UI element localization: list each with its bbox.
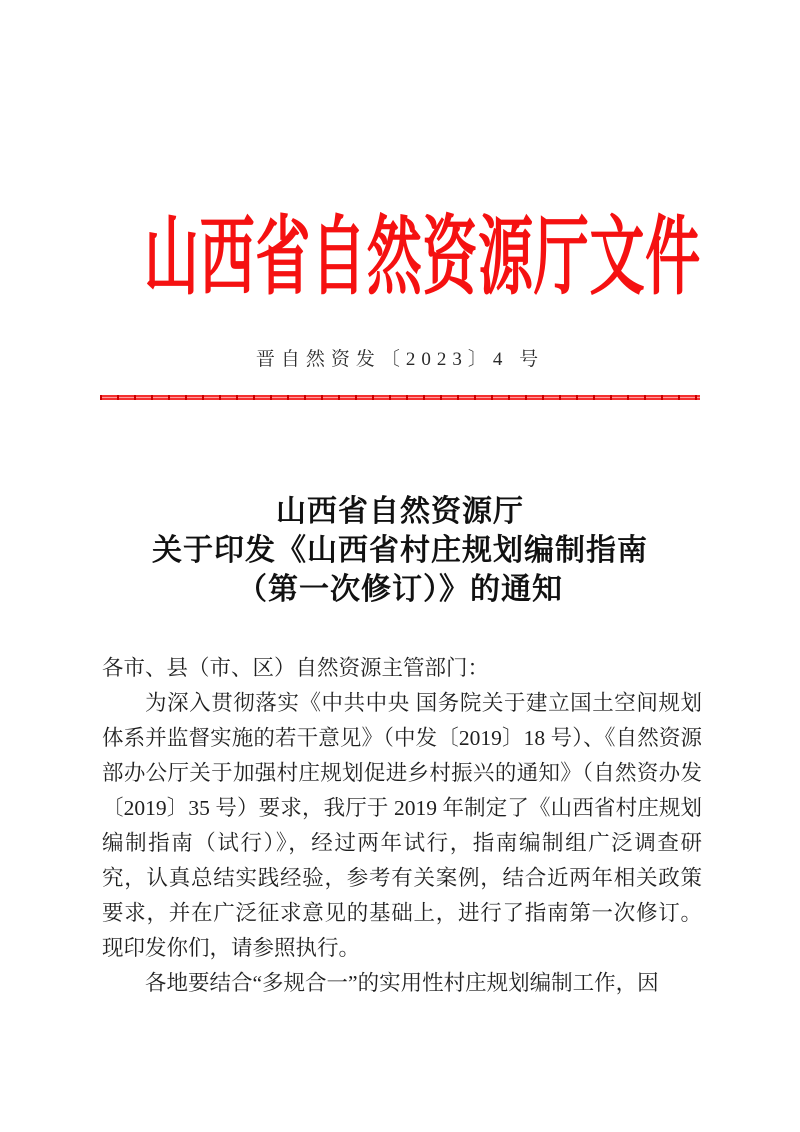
salutation-line: 各市、县（市、区）自然资源主管部门： [102, 656, 490, 680]
body-paragraph-1: 为深入贯彻落实《中共中央 国务院关于建立国土空间规划体系并监督实施的若干意见》（中发〔2019〕18 号）、《自然资源部办公厅关于加强村庄规划促进乡村振兴的通知》（自然资办发〔2019〕35 号）要求，我厅于 2019 年制定了《山西省村庄规划编制指南（试行）》，经过两年试行，指南编制组广泛调查研究，认真总结实践经验，参考有关案例，结合近两年相关政策要求，并在广泛征求意见的基础上，进行了指南第一次修订。现印发你们，请参照执行。 [102, 691, 702, 960]
document-title-line-3: （第一次修订）》的通知 [237, 573, 563, 606]
body-paragraph-2: 各地要结合“多规合一”的实用性村庄规划编制工作，因 [145, 971, 659, 995]
document-title-line-2: 关于印发《山西省村庄规划编制指南 [152, 534, 648, 567]
document-title [0, 492, 800, 609]
document-body [102, 651, 702, 1001]
document-number: 晋自然资发〔2023〕4 号 [255, 349, 545, 370]
document-title-line-1: 山西省自然资源厅 [276, 495, 524, 528]
red-separator-rule [100, 395, 700, 400]
agency-banner-title: 山西省自然资源厅文件 [144, 209, 701, 305]
